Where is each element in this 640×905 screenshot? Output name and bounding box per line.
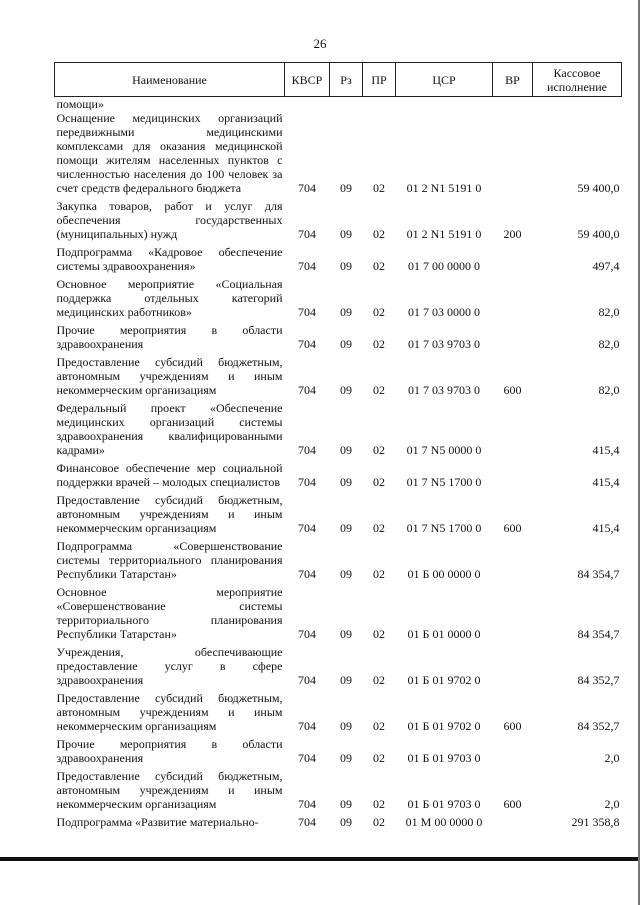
cell-pr: 02	[373, 305, 385, 319]
cell-pr: 02	[373, 673, 385, 687]
table-row	[55, 539, 622, 585]
cell-pr: 02	[373, 719, 385, 733]
cell-name: Закупка товаров, работ и услуг для обеспечения государственных (муниципальных) нужд	[56, 199, 283, 241]
cell-csr: 01 Б 01 9702 0	[407, 719, 481, 733]
cell-csr: 01 7 00 0000 0	[408, 259, 480, 273]
cell-csr	[396, 97, 493, 112]
table-row	[55, 277, 622, 323]
cell-name: Предоставление субсидий бюджетным, автономным учреждениям и иным некоммерческим организациям	[56, 355, 283, 397]
cell-pr: 02	[373, 383, 385, 397]
cell-vr	[493, 585, 533, 645]
cell-kvsr: 704	[298, 627, 316, 641]
cell-pr: 02	[373, 751, 385, 765]
cell-kvsr: 704	[298, 305, 316, 319]
cell-name: Федеральный проект «Обеспечение медицинских организаций системы здравоохранения квалифицированными кадрами»	[56, 401, 283, 457]
cell-rz: 09	[340, 259, 352, 273]
cell-kvsr: 704	[298, 259, 316, 273]
cell-amount: 84 352,7	[577, 673, 620, 687]
cell-vr	[493, 245, 533, 277]
cell-name: Предоставление субсидий бюджетным, автономным учреждениям и иным некоммерческим организациям	[56, 493, 283, 535]
cell-kvsr: 704	[298, 521, 316, 535]
cell-name: Финансовое обеспечение мер социальной поддержки врачей – молодых специалистов	[56, 461, 283, 489]
cell-csr: 01 7 03 0000 0	[408, 305, 480, 319]
header-amount: Кассовое исполнение	[533, 63, 622, 97]
table-row	[55, 461, 622, 493]
cell-name: Подпрограмма «Совершенствование системы территориального планирования Республики Татарстан»	[56, 539, 283, 581]
cell-pr: 02	[373, 259, 385, 273]
cell-amount: 2,0	[604, 797, 620, 811]
cell-name: Оснащение медицинских организаций передвижными медицинскими комплексами для оказания медицинской помощи жителям населенных пунктов с численностью населения до 100 человек за счет средств федерального бюджета	[56, 111, 283, 195]
cell-rz: 09	[340, 227, 352, 241]
cell-pr: 02	[373, 337, 385, 351]
cell-name: Подпрограмма «Развитие материально-	[56, 815, 259, 829]
cell-kvsr: 704	[298, 181, 316, 195]
cell-name: Учреждения, обеспечивающие предоставление услуг в сфере здравоохранения	[56, 645, 283, 687]
cell-rz: 09	[340, 443, 352, 457]
cell-kvsr: 704	[298, 797, 316, 811]
table-row	[55, 815, 622, 833]
cell-amount: 82,0	[598, 305, 620, 319]
cell-amount: 59 400,0	[577, 227, 620, 241]
cell-pr: 02	[373, 443, 385, 457]
cell-amount: 415,4	[592, 443, 620, 457]
cell-vr: 600	[503, 797, 522, 811]
cell-csr: 01 7 N5 1700 0	[406, 521, 482, 535]
table-row	[55, 737, 622, 769]
cell-vr	[493, 645, 533, 691]
cell-pr: 02	[373, 627, 385, 641]
cell-rz	[330, 97, 363, 112]
cell-amount: 84 352,7	[577, 719, 620, 733]
cell-csr: 01 М 00 0000 0	[405, 815, 483, 829]
cell-amount: 84 354,7	[577, 567, 620, 581]
header-vr: ВР	[493, 63, 533, 97]
cell-amount: 2,0	[604, 751, 620, 765]
cell-csr: 01 7 N5 1700 0	[406, 475, 482, 489]
cell-csr: 01 Б 01 9703 0	[407, 751, 481, 765]
cell-csr: 01 2 N1 5191 0	[406, 227, 482, 241]
cell-kvsr: 704	[298, 567, 316, 581]
header-rz: Рз	[330, 63, 363, 97]
table-row	[55, 245, 622, 277]
cell-name: Основное мероприятие «Совершенствование системы территориального планирования Республики Татарстан»	[56, 585, 283, 641]
cell-rz: 09	[340, 673, 352, 687]
cell-vr	[493, 97, 533, 112]
cell-vr: 600	[503, 383, 522, 397]
table-row	[55, 645, 622, 691]
page-number: 26	[313, 36, 327, 51]
cell-vr	[493, 111, 533, 199]
cell-amount: 291 358,8	[571, 815, 620, 829]
cell-vr	[493, 323, 533, 355]
cell-csr: 01 2 N1 5191 0	[406, 181, 482, 195]
cell-name: Подпрограмма «Кадровое обеспечение системы здравоохранения»	[56, 245, 283, 273]
cell-vr	[493, 277, 533, 323]
table-row	[55, 355, 622, 401]
cell-csr: 01 7 03 9703 0	[408, 383, 480, 397]
cell-pr: 02	[373, 227, 385, 241]
cell-amount: 59 400,0	[577, 181, 620, 195]
table-row	[55, 691, 622, 737]
cell-kvsr: 704	[298, 443, 316, 457]
cell-kvsr: 704	[298, 719, 316, 733]
cell-csr: 01 Б 01 9702 0	[407, 673, 481, 687]
cell-rz: 09	[340, 567, 352, 581]
header-pr: ПР	[363, 63, 396, 97]
cell-csr: 01 Б 00 0000 0	[407, 567, 481, 581]
cell-vr	[493, 815, 533, 833]
cell-name: Основное мероприятие «Социальная поддержка отдельных категорий медицинских работников»	[56, 277, 283, 319]
cell-kvsr: 704	[298, 815, 316, 829]
cell-pr: 02	[373, 797, 385, 811]
cell-name: Прочие мероприятия в области здравоохранения	[56, 737, 283, 765]
cell-rz: 09	[340, 305, 352, 319]
cell-name: Предоставление субсидий бюджетным, автономным учреждениям и иным некоммерческим организациям	[56, 769, 283, 811]
cell-rz: 09	[340, 627, 352, 641]
table-row	[55, 401, 622, 461]
cell-kvsr	[285, 97, 330, 112]
cell-name: Прочие мероприятия в области здравоохранения	[56, 323, 283, 351]
header-kvsr: КВСР	[285, 63, 330, 97]
cell-rz: 09	[340, 337, 352, 351]
cell-vr: 600	[503, 719, 522, 733]
budget-table	[54, 62, 622, 833]
cell-amount: 497,4	[592, 259, 620, 273]
cell-amount	[533, 97, 622, 112]
cell-vr	[493, 539, 533, 585]
table-row	[55, 199, 622, 245]
cell-rz: 09	[340, 521, 352, 535]
cell-csr: 01 Б 01 9703 0	[407, 797, 481, 811]
header-csr: ЦСР	[396, 63, 493, 97]
cell-rz: 09	[340, 383, 352, 397]
cell-vr: 200	[503, 227, 522, 241]
table-row	[55, 585, 622, 645]
table-row	[55, 111, 622, 199]
cell-name: помощи»	[56, 97, 104, 111]
cell-csr: 01 7 03 9703 0	[408, 337, 480, 351]
table-row	[55, 769, 622, 815]
table-row	[55, 493, 622, 539]
cell-pr: 02	[373, 567, 385, 581]
cell-amount: 415,4	[592, 475, 620, 489]
cell-pr: 02	[373, 181, 385, 195]
cell-amount: 82,0	[598, 383, 620, 397]
cell-kvsr: 704	[298, 673, 316, 687]
bottom-scan-border	[0, 857, 640, 861]
cell-vr	[493, 401, 533, 461]
cell-vr	[493, 461, 533, 493]
cell-rz: 09	[340, 181, 352, 195]
cell-amount: 84 354,7	[577, 627, 620, 641]
cell-rz: 09	[340, 815, 352, 829]
table-header-row	[55, 63, 622, 97]
cell-rz: 09	[340, 797, 352, 811]
cell-rz: 09	[340, 719, 352, 733]
cell-kvsr: 704	[298, 337, 316, 351]
table-row	[55, 323, 622, 355]
cell-kvsr: 704	[298, 383, 316, 397]
cell-amount: 415,4	[592, 521, 620, 535]
cell-vr	[493, 737, 533, 769]
cell-rz: 09	[340, 751, 352, 765]
table-body	[55, 97, 622, 834]
cell-kvsr: 704	[298, 475, 316, 489]
cell-name: Предоставление субсидий бюджетным, автономным учреждениям и иным некоммерческим организациям	[56, 691, 283, 733]
cell-kvsr: 704	[298, 227, 316, 241]
cell-csr: 01 7 N5 0000 0	[406, 443, 482, 457]
cell-rz: 09	[340, 475, 352, 489]
table-row	[55, 97, 622, 112]
cell-csr: 01 Б 01 0000 0	[407, 627, 481, 641]
cell-kvsr: 704	[298, 751, 316, 765]
cell-vr: 600	[503, 521, 522, 535]
header-name: Наименование	[55, 63, 285, 97]
cell-pr: 02	[373, 815, 385, 829]
cell-pr: 02	[373, 475, 385, 489]
cell-pr	[363, 97, 396, 112]
cell-amount: 82,0	[598, 337, 620, 351]
cell-pr: 02	[373, 521, 385, 535]
